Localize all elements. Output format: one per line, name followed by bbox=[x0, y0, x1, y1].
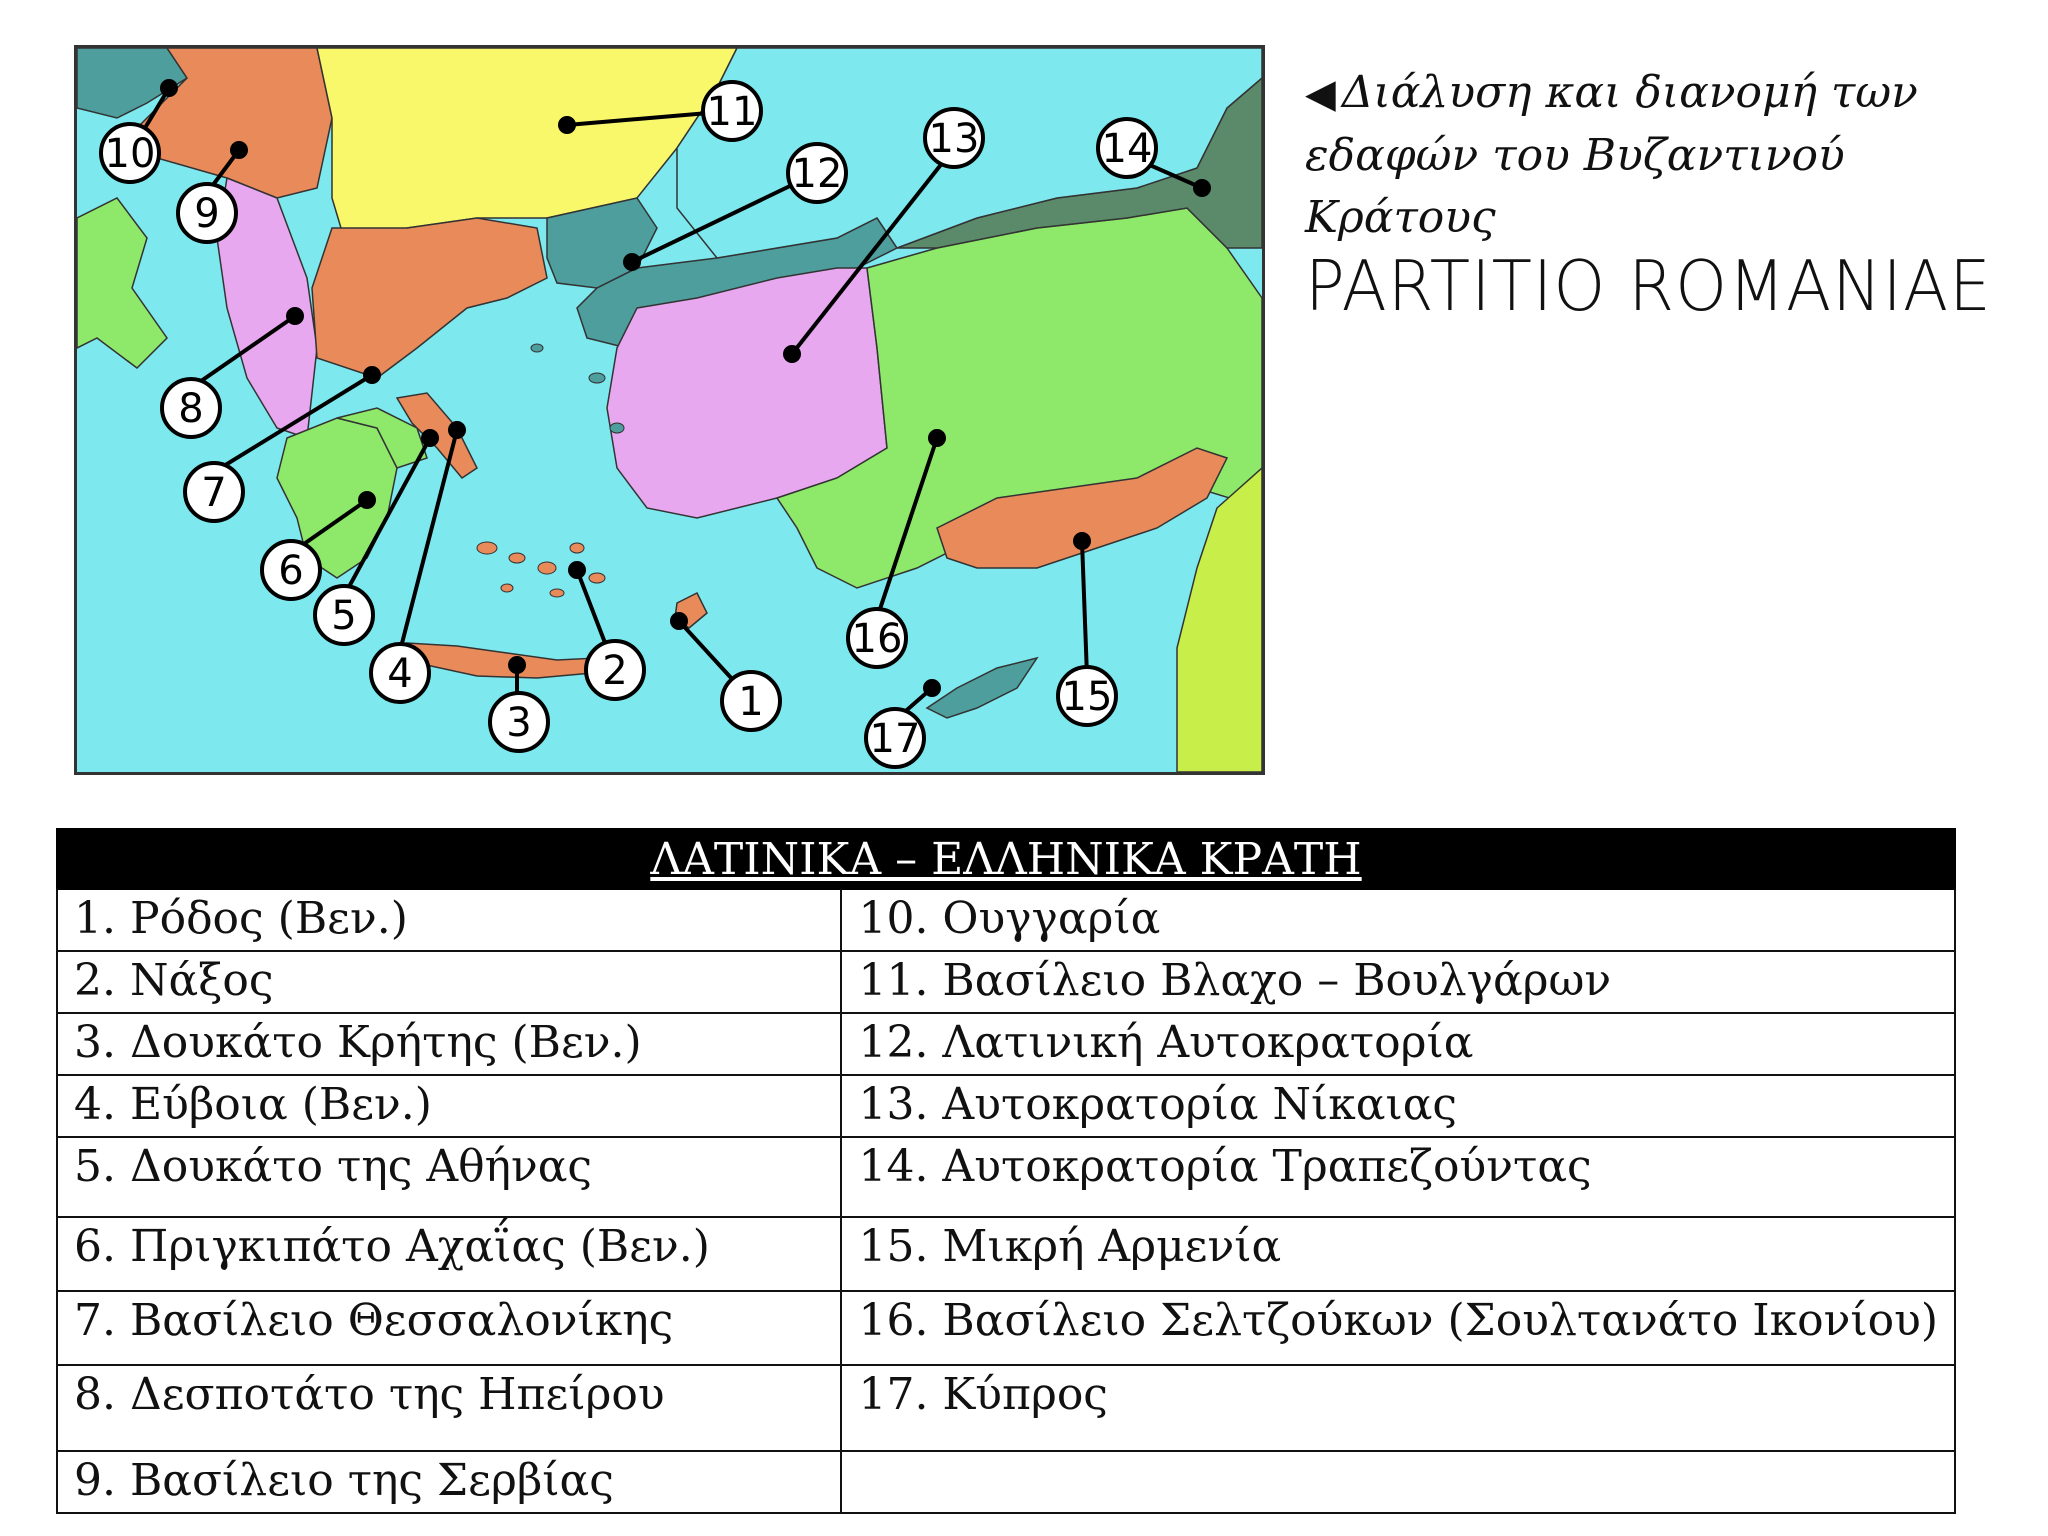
map-marker-12 bbox=[788, 144, 846, 202]
legend-cell: 15. Μικρή Αρμενία bbox=[841, 1217, 1955, 1291]
marker-label: 4 bbox=[387, 651, 413, 697]
marker-label: 12 bbox=[791, 151, 843, 197]
legend-cell bbox=[841, 1451, 1955, 1513]
legend-cell: 17. Κύπρος bbox=[841, 1365, 1955, 1451]
left-arrow-icon: ◀ bbox=[1305, 71, 1336, 117]
marker-label: 14 bbox=[1101, 126, 1153, 172]
legend-cell: 4. Εύβοια (Βεν.) bbox=[57, 1075, 841, 1137]
marker-label: 13 bbox=[928, 116, 980, 162]
marker-label: 2 bbox=[602, 648, 628, 694]
table-row bbox=[57, 1013, 1955, 1075]
table-row bbox=[57, 1291, 1955, 1365]
byzantine-partition-map bbox=[74, 45, 1265, 775]
legend-table bbox=[56, 828, 1956, 1514]
marker-label: 10 bbox=[104, 131, 156, 177]
table-row bbox=[57, 1365, 1955, 1451]
legend-cell: 13. Αυτοκρατορία Νίκαιας bbox=[841, 1075, 1955, 1137]
table-row bbox=[57, 1137, 1955, 1217]
legend-cell: 7. Βασίλειο Θεσσαλονίκης bbox=[57, 1291, 841, 1365]
marker-label: 11 bbox=[706, 89, 758, 135]
marker-label: 9 bbox=[194, 191, 220, 237]
marker-label: 1 bbox=[738, 679, 764, 725]
caption-line-2: εδαφών του Βυζαντινού bbox=[1305, 130, 1845, 181]
map-marker-4 bbox=[371, 644, 429, 702]
map-marker-15 bbox=[1058, 667, 1116, 725]
legend-cell: 3. Δουκάτο Κρήτης (Βεν.) bbox=[57, 1013, 841, 1075]
map-subtitle: PARTITIO ROMANIAE bbox=[1305, 246, 1992, 327]
marker-label: 15 bbox=[1061, 674, 1113, 720]
legend-cell: 5. Δουκάτο της Αθήνας bbox=[57, 1137, 841, 1217]
marker-label: 3 bbox=[506, 700, 532, 746]
map-marker-3 bbox=[490, 693, 548, 751]
legend-cell: 1. Ρόδος (Βεν.) bbox=[57, 889, 841, 951]
map-marker-10 bbox=[101, 124, 159, 182]
table-row bbox=[57, 1075, 1955, 1137]
marker-label: 16 bbox=[851, 616, 903, 662]
caption-line-3: Κράτους bbox=[1305, 192, 1496, 243]
legend-title: ΛΑΤΙΝΙΚΑ – ΕΛΛΗΝΙΚΑ ΚΡΑΤΗ bbox=[57, 829, 1955, 889]
map-marker-16 bbox=[848, 609, 906, 667]
table-row bbox=[57, 951, 1955, 1013]
map-marker-9 bbox=[178, 184, 236, 242]
legend-cell: 8. Δεσποτάτο της Ηπείρου bbox=[57, 1365, 841, 1451]
table-row bbox=[57, 1217, 1955, 1291]
marker-label: 7 bbox=[201, 470, 227, 516]
marker-label: 17 bbox=[869, 716, 921, 762]
legend-cell: 12. Λατινική Αυτοκρατορία bbox=[841, 1013, 1955, 1075]
legend-cell: 2. Νάξος bbox=[57, 951, 841, 1013]
map-marker-1 bbox=[722, 672, 780, 730]
map-marker-7 bbox=[185, 463, 243, 521]
map-marker-13 bbox=[925, 109, 983, 167]
map-marker-6 bbox=[262, 541, 320, 599]
map-caption bbox=[1305, 62, 2025, 249]
map-marker-17 bbox=[866, 709, 924, 767]
marker-label: 8 bbox=[178, 386, 204, 432]
marker-label: 5 bbox=[331, 593, 357, 639]
caption-line-1: ◀ Διάλυση και διανομή των bbox=[1305, 67, 1918, 118]
map-marker-11 bbox=[703, 82, 761, 140]
map-marker-2 bbox=[586, 641, 644, 699]
legend-cell: 11. Βασίλειο Βλαχο – Βουλγάρων bbox=[841, 951, 1955, 1013]
map-marker-5 bbox=[315, 586, 373, 644]
legend-cell: 16. Βασίλειο Σελτζούκων (Σουλτανάτο Ικονίου) bbox=[841, 1291, 1955, 1365]
legend-cell: 6. Πριγκιπάτο Αχαΐας (Βεν.) bbox=[57, 1217, 841, 1291]
legend-cell: 10. Ουγγαρία bbox=[841, 889, 1955, 951]
map-marker-14 bbox=[1098, 119, 1156, 177]
table-row bbox=[57, 1451, 1955, 1513]
legend-cell: 14. Αυτοκρατορία Τραπεζούντας bbox=[841, 1137, 1955, 1217]
map-marker-8 bbox=[162, 379, 220, 437]
table-row bbox=[57, 889, 1955, 951]
legend-cell: 9. Βασίλειο της Σερβίας bbox=[57, 1451, 841, 1513]
marker-label: 6 bbox=[278, 548, 304, 594]
